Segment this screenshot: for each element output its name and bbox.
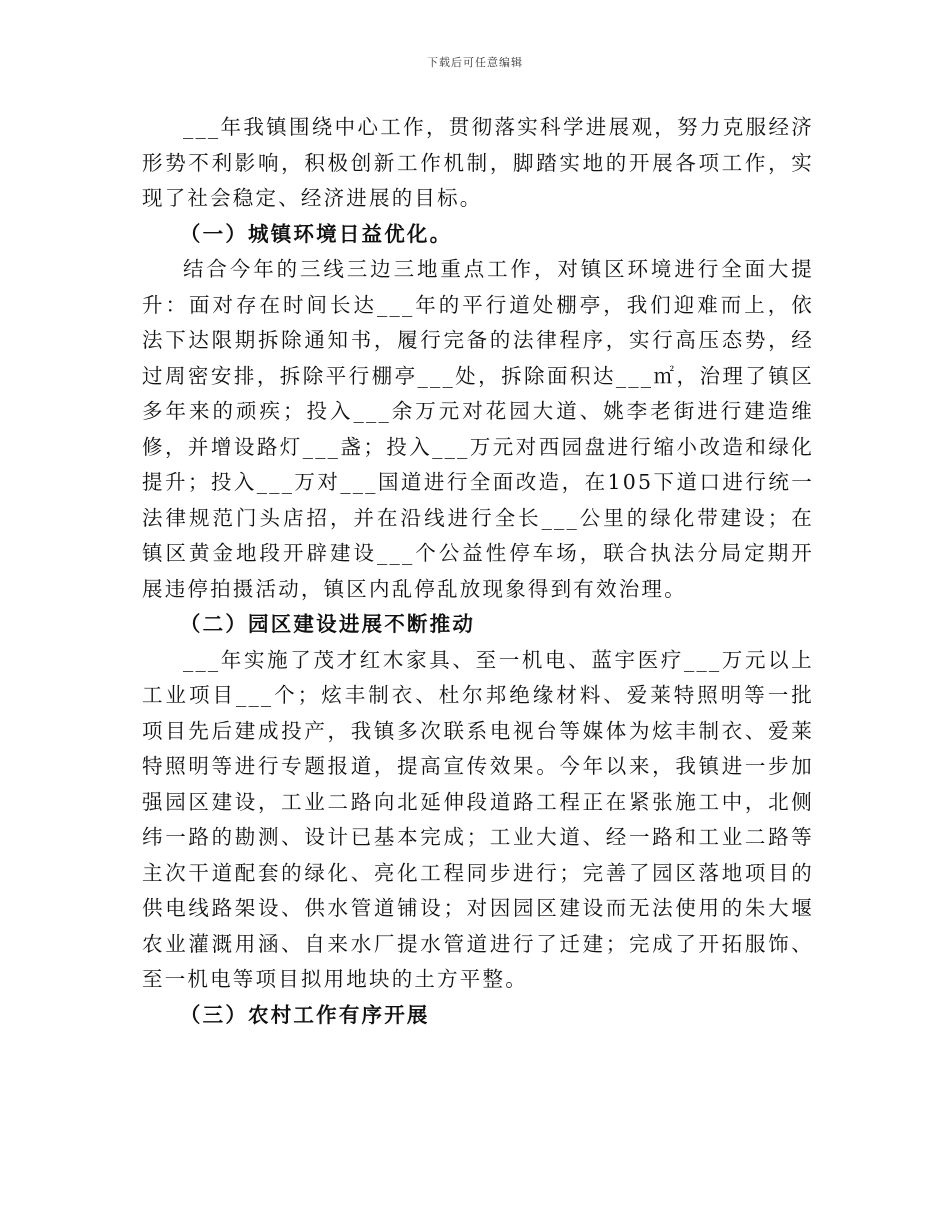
intro-paragraph: ___年我镇围绕中心工作，贯彻落实科学进展观，努力克服经济形势不利影响，积极创新工作机制，脚踏实地的开展各项工作，实现了社会稳定、经济进展的目标。 xyxy=(142,115,814,210)
section-heading-3: （三）农村工作有序开展 xyxy=(179,1002,430,1027)
section-2-paragraph: ___年实施了茂才红木家具、至一机电、蓝宇医疗___万元以上工业项目___个；炫丰制衣、杜尔邦绝缘材料、爱莱特照明等一批项目先后建成投产，我镇多次联系电视台等媒体为炫丰制衣、爱莱特照明等进行专题报道，提高宣传效果。今年以来，我镇进一步加强园区建设，工业二路向北延伸段道路工程正在紧张施工中，北侧纬一路的勘测、设计已基本完成；工业大道、经一路和工业二路等主次干道配套的绿化、亮化工程同步进行；完善了园区落地项目的供电线路架设、供水管道铺设；对因园区建设而无法使用的朱大堰农业灌溉用涵、自来水厂提水管道进行了迁建；完成了开拓服饰、至一机电等项目拟用地块的土方平整。 xyxy=(142,647,814,991)
section-1-paragraph: 结合今年的三线三边三地重点工作，对镇区环境进行全面大提升：面对存在时间长达___年的平行道处棚亭，我们迎难而上，依法下达限期拆除通知书，履行完备的法律程序，实行高压态势，经过周密安排，拆除平行棚亭___处，拆除面积达___㎡，治理了镇区多年来的顽疾；投入___余万元对花园大道、姚李老街进行建造维修，并增设路灯___盏；投入___万元对西园盘进行缩小改造和绿化提升；投入___万对___国道进行全面改造，在105下道口进行统一法律规范门头店招，并在沿线进行全长___公里的绿化带建设；在镇区黄金地段开辟建设___个公益性停车场，联合执法分局定期开展违停拍摄活动，镇区内乱停乱放现象得到有效治理。 xyxy=(142,257,814,601)
document-body xyxy=(142,110,814,1033)
section-heading-1: （一）城镇环境日益优化。 xyxy=(179,221,453,246)
page-header: 下载后可任意编辑 xyxy=(427,56,523,69)
section-heading-2: （二）园区建设进展不断推动 xyxy=(179,612,476,636)
